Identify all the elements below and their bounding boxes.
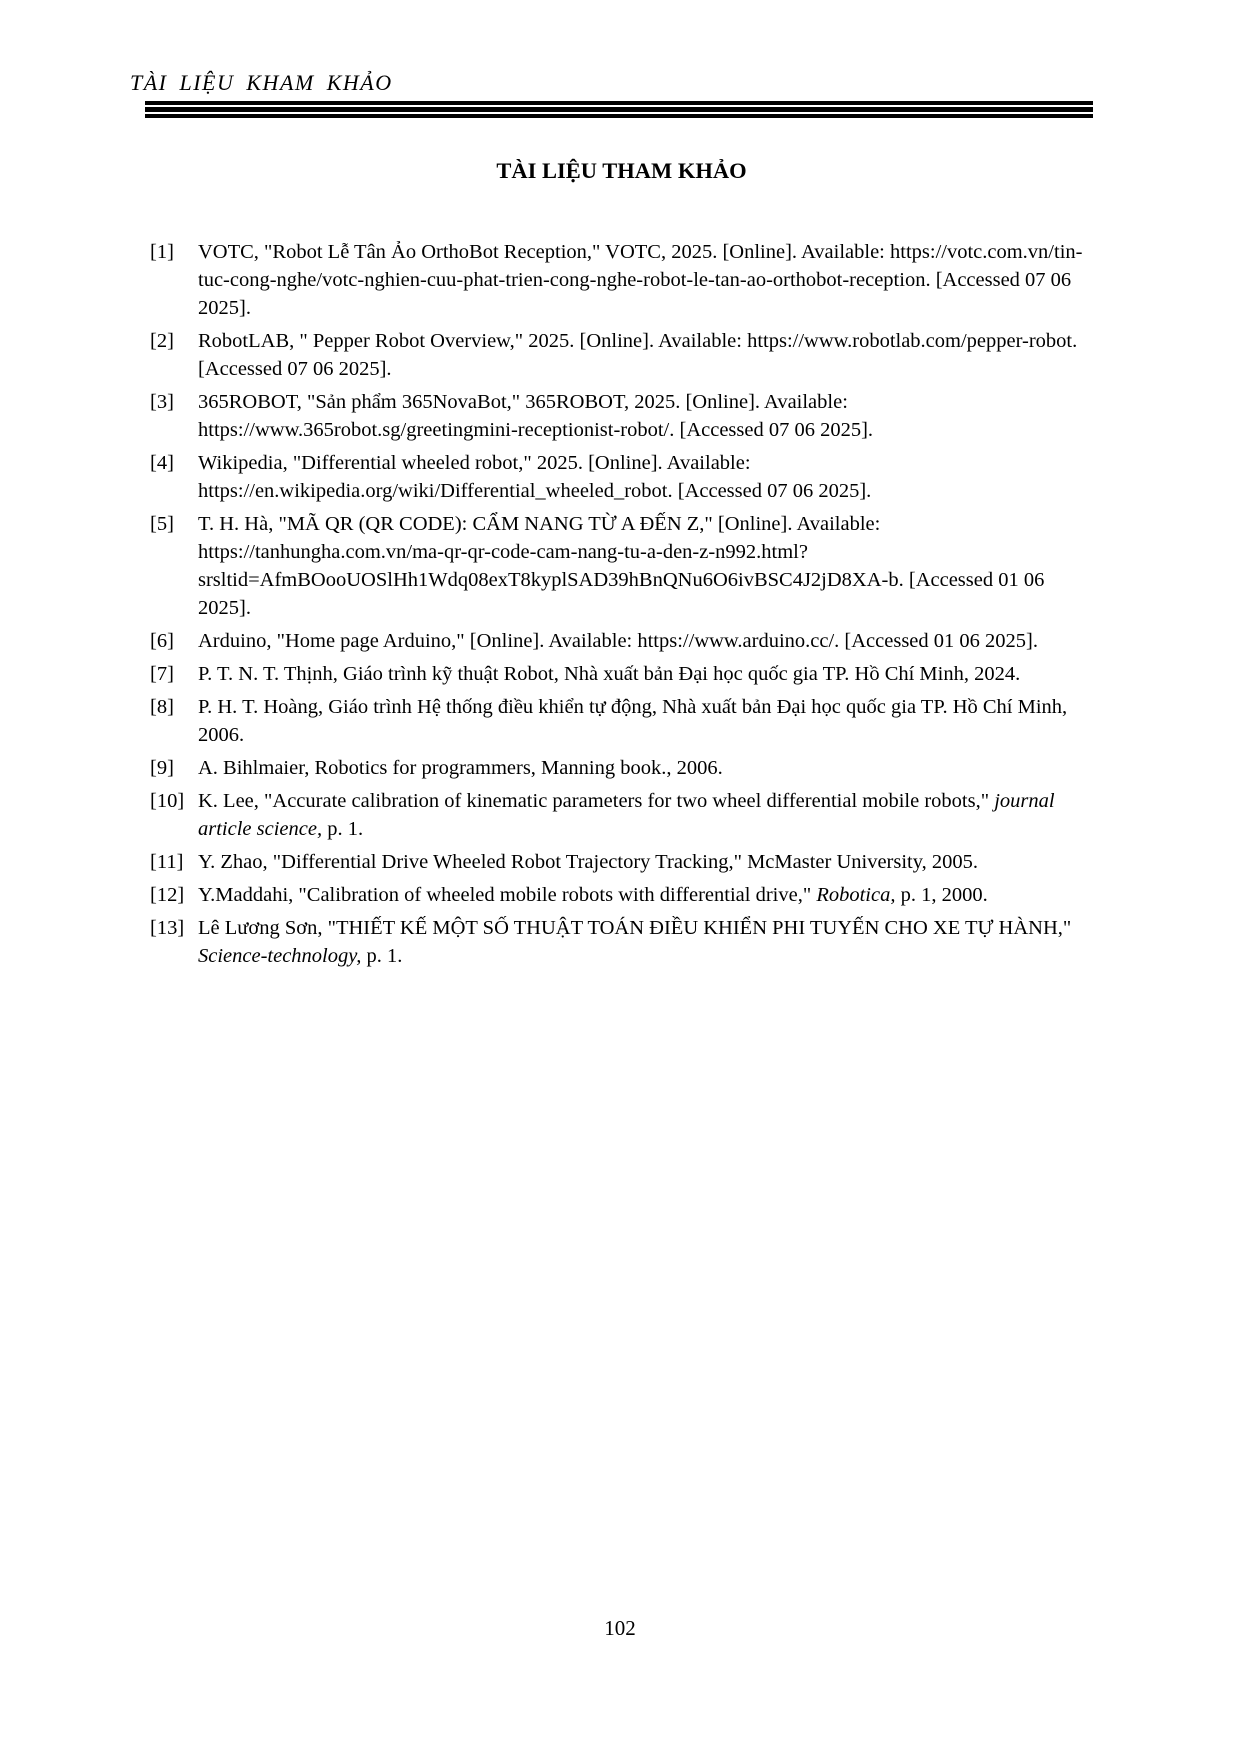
reference-segment: P. H. T. Hoàng, Giáo trình Hệ thống điều khiển tự động, Nhà xuất bản Đại học quốc gia TP. Hồ Chí Minh, 2006. (198, 696, 1068, 746)
reference-segment: Y. Zhao, "Differential Drive Wheeled Robot Trajectory Tracking," McMaster University, 2005. (198, 851, 979, 873)
reference-text (198, 513, 1044, 619)
reference-marker: [12] (150, 884, 185, 906)
reference-marker: [13] (150, 917, 185, 939)
reference-segment: p. 1. (361, 945, 403, 967)
reference-segment: Lê Lương Sơn, "THIẾT KẾ MỘT SỐ THUẬT TOÁN ĐIỀU KHIỂN PHI TUYẾN CHO XE TỰ HÀNH," (198, 917, 1072, 939)
reference-marker: [3] (150, 391, 174, 413)
reference-text (198, 391, 873, 441)
reference-segment: Wikipedia, "Differential wheeled robot," 2025. [Online]. Available: https://en.wikipedia.org/wiki/Differential_wheeled_robot. [Accessed 07 06 2025]. (198, 452, 872, 502)
reference-segment: T. H. Hà, "MÃ QR (QR CODE): CẨM NANG TỪ A ĐẾN Z," [Online]. Available: https://tanhungha.com.vn/ma-qr-qr-code-cam-nang-tu-a-den-z-n992.html?srsltid=AfmBOooUOSlHh1Wdq08exT8kyplSAD39hBnQNu6O6ivBSC4J2jD8XA-b. [Accessed 01 06 2025]. (198, 513, 1045, 619)
reference-segment: p. 1, 2000. (895, 884, 988, 906)
reference-text (198, 696, 1067, 746)
reference-marker: [2] (150, 330, 174, 352)
reference-item (150, 327, 1093, 383)
reference-item (150, 660, 1093, 688)
page-number: 102 (604, 1616, 636, 1640)
reference-text (198, 757, 723, 779)
reference-segment: A. Bihlmaier, Robotics for programmers, Manning book., 2006. (198, 757, 723, 779)
reference-segment: VOTC, "Robot Lễ Tân Ảo OrthoBot Reception," VOTC, 2025. [Online]. Available: https://votc.com.vn/tin-tuc-cong-nghe/votc-nghien-cuu-phat-trien-cong-nghe-robot-le-tan-ao-orthobot-reception. [Accessed 07 06 2025]. (198, 241, 1083, 319)
reference-item (150, 914, 1093, 970)
reference-text (198, 790, 1055, 840)
reference-text (198, 630, 1038, 652)
reference-item (150, 848, 1093, 876)
reference-marker: [6] (150, 630, 174, 652)
reference-item (150, 238, 1093, 322)
header-rule (145, 101, 1093, 118)
reference-text (198, 241, 1082, 319)
reference-item (150, 627, 1093, 655)
reference-segment: p. 1. (322, 818, 364, 840)
reference-marker: [11] (150, 851, 184, 873)
reference-list (150, 238, 1093, 975)
running-header: TÀI LIỆU KHAM KHẢO (130, 70, 393, 95)
reference-marker: [8] (150, 696, 174, 718)
reference-segment: 365ROBOT, "Sản phẩm 365NovaBot," 365ROBOT, 2025. [Online]. Available: https://www.365robot.sg/greetingmini-receptionist-robot/. [Accessed 07 06 2025]. (198, 391, 874, 441)
reference-segment: Y.Maddahi, "Calibration of wheeled mobile robots with differential drive," (198, 884, 817, 906)
reference-text (198, 452, 871, 502)
header-rule-line-top (145, 101, 1093, 105)
reference-item (150, 449, 1093, 505)
reference-text (198, 917, 1071, 967)
reference-marker: [1] (150, 241, 174, 263)
reference-item (150, 693, 1093, 749)
reference-marker: [5] (150, 513, 174, 535)
reference-segment: K. Lee, "Accurate calibration of kinematic parameters for two wheel differential mobile robots," (198, 790, 995, 812)
reference-segment-italic: journal article science, (198, 790, 1055, 840)
reference-item (150, 510, 1093, 622)
reference-segment-italic: Science-technology, (198, 945, 362, 967)
reference-segment: P. T. N. T. Thịnh, Giáo trình kỹ thuật Robot, Nhà xuất bản Đại học quốc gia TP. Hồ Chí Minh, 2024. (198, 663, 1021, 685)
reference-item (150, 388, 1093, 444)
reference-item (150, 881, 1093, 909)
header-rule-line-middle (145, 107, 1093, 112)
reference-segment-italic: Robotica, (816, 884, 896, 906)
reference-text (198, 330, 1077, 380)
reference-text (198, 851, 978, 873)
reference-segment: Arduino, "Home page Arduino," [Online]. Available: https://www.arduino.cc/. [Accessed 01 06 2025]. (198, 630, 1038, 652)
reference-item (150, 787, 1093, 843)
header-rule-line-bottom (145, 114, 1093, 118)
reference-marker: [7] (150, 663, 174, 685)
reference-text (198, 663, 1020, 685)
reference-marker: [10] (150, 790, 185, 812)
reference-text (198, 884, 988, 906)
reference-marker: [4] (150, 452, 174, 474)
reference-segment: RobotLAB, " Pepper Robot Overview," 2025. [Online]. Available: https://www.robotlab.com/pepper-robot. [Accessed 07 06 2025]. (198, 330, 1078, 380)
reference-item (150, 754, 1093, 782)
reference-marker: [9] (150, 757, 174, 779)
page-title: TÀI LIỆU THAM KHẢO (496, 158, 747, 183)
